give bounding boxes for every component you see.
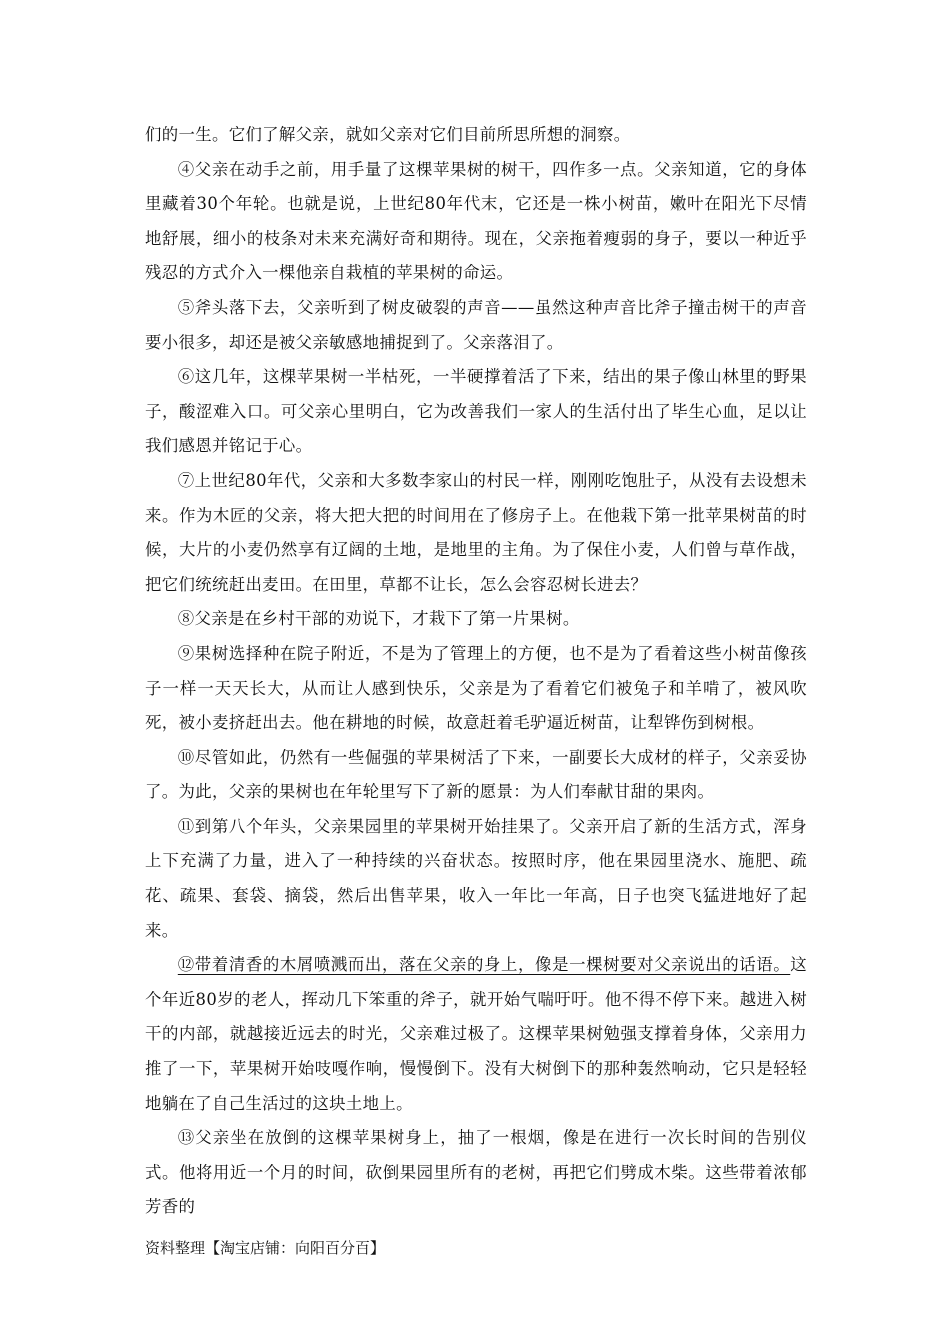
paragraph-12 — [145, 948, 807, 1121]
paragraph-5: ⑤斧头落下去，父亲听到了树皮破裂的声音——虽然这种声音比斧子撞击树干的声音要小很多，却还是被父亲敏感地捕捉到了。父亲落泪了。 — [145, 297, 807, 352]
paragraph-7: ⑦上世纪80年代，父亲和大多数李家山的村民一样，刚刚吃饱肚子，从没有去设想未来。作为木匠的父亲，将大把大把的时间用在了修房子上。在他栽下第一批苹果树苗的时候，大片的小麦仍然享有辽阔的土地，是地里的主角。为了保住小麦，人们曾与草作战，把它们统统赶出麦田。在田里，草都不让长，怎么会容忍树长进去？ — [145, 470, 807, 594]
footer-source-note: 资料整理【淘宝店铺：向阳百分百】 — [145, 1239, 386, 1257]
paragraph-4: ④父亲在动手之前，用手量了这棵苹果树的树干，四作多一点。父亲知道，它的身体里藏着30个年轮。也就是说，上世纪80年代末，它还是一株小树苗，嫩叶在阳光下尽情地舒展，细小的枝条对未来充满好奇和期待。现在，父亲拖着瘦弱的身子，要以一种近乎残忍的方式介入一棵他亲自栽植的苹果树的命运。 — [145, 159, 807, 283]
paragraph-12-rest: 这个年近80岁的老人，挥动几下笨重的斧子，就开始气喘吁吁。他不得不停下来。越进入树干的内部，就越接近远去的时光，父亲难过极了。这棵苹果树勉强支撑着身体，父亲用力推了一下，苹果树开始吱嘎作响，慢慢倒下。没有大树倒下的那种轰然响动，它只是轻轻地躺在了自己生活过的这块土地上。 — [145, 955, 807, 1113]
underlined-sentence: ⑫带着清香的木屑喷溅而出，落在父亲的身上，像是一棵树要对父亲说出的话语。 — [177, 955, 791, 975]
paragraph-13: ⑬父亲坐在放倒的这棵苹果树身上，抽了一根烟，像是在进行一次长时间的告别仪式。他将用近一个月的时间，砍倒果园里所有的老树，再把它们劈成木柴。这些带着浓郁芳香的 — [145, 1128, 807, 1217]
paragraph-10: ⑩尽管如此，仍然有一些倔强的苹果树活了下来，一副要长大成材的样子，父亲妥协了。为此，父亲的果树也在年轮里写下了新的愿景：为人们奉献甘甜的果肉。 — [145, 747, 807, 802]
paragraph-8: ⑧父亲是在乡村干部的劝说下，才栽下了第一片果树。 — [177, 609, 580, 629]
paragraph-9: ⑨果树选择种在院子附近，不是为了管理上的方便，也不是为了看着这些小树苗像孩子一样一天天长大，从而让人感到快乐，父亲是为了看着它们被兔子和羊啃了，被风吹死，被小麦挤赶出去。他在耕地的时候，故意赶着毛驴逼近树苗，让犁铧伤到树根。 — [145, 643, 807, 733]
paragraph-continuation: 们的一生。它们了解父亲，就如父亲对它们目前所思所想的洞察。 — [145, 125, 631, 144]
article-body — [145, 118, 807, 1225]
paragraph-6: ⑥这几年，这棵苹果树一半枯死，一半硬撑着活了下来，结出的果子像山林里的野果子，酸涩难入口。可父亲心里明白，它为改善我们一家人的生活付出了毕生心血，足以让我们感恩并铭记于心。 — [145, 367, 807, 456]
paragraph-11: ⑪到第八个年头，父亲果园里的苹果树开始挂果了。父亲开启了新的生活方式，浑身上下充满了力量，进入了一种持续的兴奋状态。按照时序，他在果园里浇水、施肥、疏花、疏果、套袋、摘袋，然后出售苹果，收入一年比一年高，日子也突飞猛进地好了起来。 — [145, 816, 807, 940]
